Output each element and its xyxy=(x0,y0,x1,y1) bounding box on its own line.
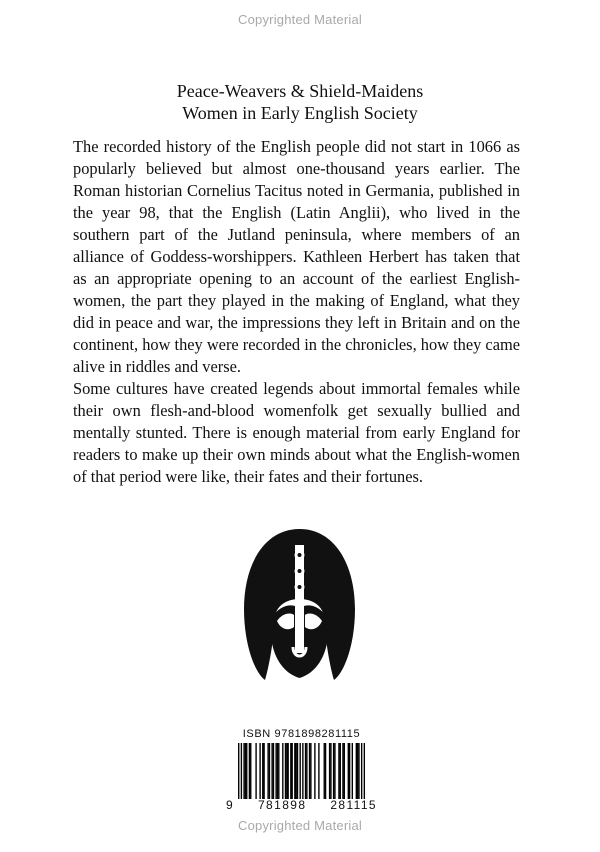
barcode-bar xyxy=(259,743,260,799)
barcode-bar xyxy=(338,743,339,799)
barcode-bar xyxy=(344,743,345,799)
barcode-bars xyxy=(226,743,377,799)
barcode-bar xyxy=(309,743,310,799)
barcode-bar xyxy=(305,743,306,799)
barcode-bar xyxy=(364,743,365,799)
barcode-bar xyxy=(255,743,256,799)
barcode-block xyxy=(226,727,377,812)
barcode-bar xyxy=(299,743,300,799)
barcode-bar xyxy=(302,743,303,799)
barcode-digits-right: 281115 xyxy=(330,798,377,812)
barcode-bar xyxy=(340,743,341,799)
barcode-bar xyxy=(318,743,319,799)
barcode-bar xyxy=(324,743,325,799)
barcode-bar xyxy=(310,743,311,799)
barcode-bar xyxy=(277,743,278,799)
barcode-bar xyxy=(271,743,272,799)
barcode-bar xyxy=(246,743,247,799)
watermark-top: Copyrighted Material xyxy=(238,12,362,27)
barcode-bar xyxy=(286,743,287,799)
blurb-paragraph-2: Some cultures have created legends about immortal females while their own flesh-and-blood womenfolk get sexually bullied and mentally stunted. There is enough material from early England for readers to make up their own minds about what the English-women of that period were like, their fates and their fortunes. xyxy=(73,379,520,486)
book-subtitle: Women in Early English Society xyxy=(182,103,418,123)
barcode-bar xyxy=(275,743,276,799)
barcode-bar xyxy=(245,743,246,799)
barcode-bar xyxy=(330,743,331,799)
barcode-bar xyxy=(294,743,295,799)
barcode-digits-left: 781898 xyxy=(257,798,307,812)
barcode-bar xyxy=(357,743,358,799)
helmet-mask-icon xyxy=(241,527,358,682)
blurb-paragraph-1: The recorded history of the English people did not start in 1066 as popularly believed but almost one-thousand years earlier. The Roman historian Cornelius Tacitus noted in Germania, published in the year 98, that the English (Latin Anglii), who lived in the southern part of the Jutland peninsula, where members of an alliance of Goddess-worshippers. Kathleen Herbert has taken that as an appropriate opening to an account of the earliest English-women, the part they played in the making of England, what they did in peace and war, the impressions they left in Britain and on the continent, how they were recorded in the chronicles, how they came alive in riddles and verse. xyxy=(73,137,520,376)
barcode-bar xyxy=(238,743,239,799)
barcode-bar xyxy=(250,743,251,799)
title-block xyxy=(0,80,600,124)
barcode-bar xyxy=(342,743,343,799)
barcode-bar xyxy=(348,743,349,799)
barcode-bar xyxy=(349,743,350,799)
barcode-bar xyxy=(282,743,283,799)
barcode-bar xyxy=(263,743,264,799)
barcode-bar xyxy=(333,743,334,799)
barcode-bar xyxy=(285,743,286,799)
barcode-bar xyxy=(243,743,244,799)
barcode-bar xyxy=(334,743,335,799)
barcode-bar xyxy=(356,743,357,799)
book-title: Peace-Weavers & Shield-Maidens xyxy=(176,81,424,101)
barcode-bar xyxy=(352,743,353,799)
barcode-bar xyxy=(287,743,288,799)
watermark-bottom: Copyrighted Material xyxy=(238,818,362,833)
barcode-bar xyxy=(329,743,330,799)
barcode-bar xyxy=(241,743,242,799)
barcode-bar xyxy=(267,743,268,799)
barcode-bar xyxy=(306,743,307,799)
barcode-bar xyxy=(295,743,296,799)
barcode-digits xyxy=(226,798,377,812)
barcode-bar xyxy=(291,743,292,799)
barcode-bar xyxy=(290,743,291,799)
barcode-digit-lead: 9 xyxy=(226,798,235,812)
barcode-bar xyxy=(361,743,362,799)
barcode-bar xyxy=(273,743,274,799)
barcode-bar xyxy=(297,743,298,799)
barcode-bar xyxy=(249,743,250,799)
isbn-label: ISBN 9781898281115 xyxy=(242,728,361,740)
barcode-bar xyxy=(325,743,326,799)
barcode-bar xyxy=(269,743,270,799)
barcode-bar xyxy=(262,743,263,799)
barcode-bar xyxy=(358,743,359,799)
barcode-bar xyxy=(314,743,315,799)
barcode-bar xyxy=(278,743,279,799)
